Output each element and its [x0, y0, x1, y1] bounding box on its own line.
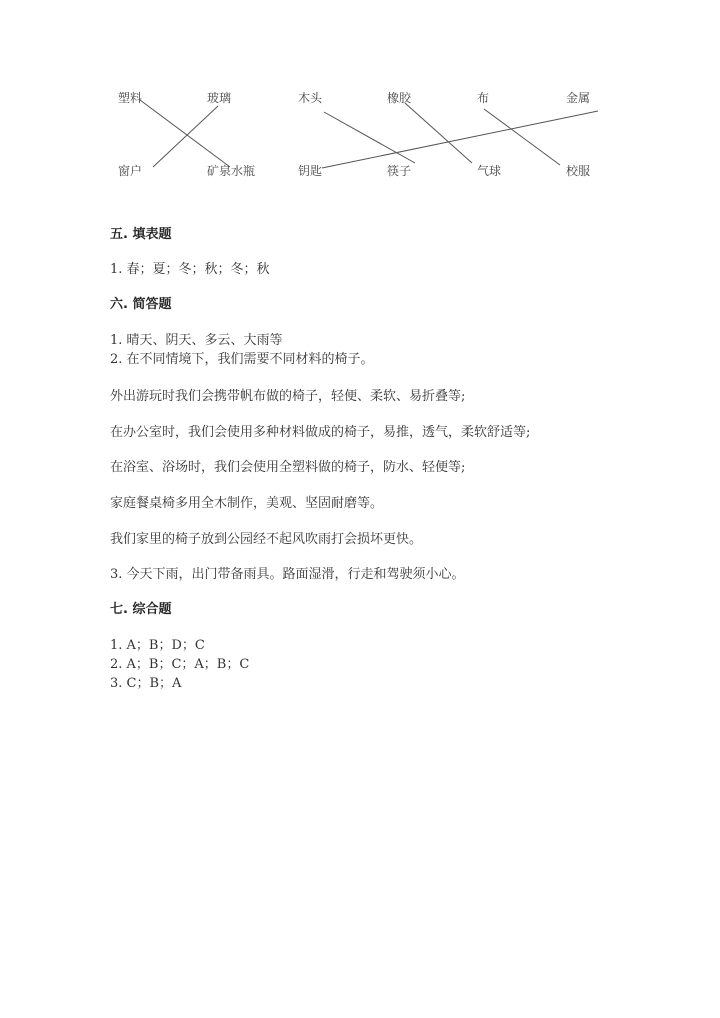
- section-6-heading: 六. 简答题: [110, 297, 172, 312]
- match-top-label: 木头: [298, 91, 323, 105]
- match-top-label: 金属: [566, 91, 591, 105]
- match-line: [324, 112, 415, 163]
- section-7-heading: 七. 综合题: [110, 602, 172, 617]
- answer-line: 在办公室时，我们会使用多种材料做成的椅子，易推，透气，柔软舒适等;: [110, 425, 531, 440]
- answer-line: 1. A；B；D；C: [110, 638, 205, 653]
- match-top-label: 玻璃: [207, 91, 232, 105]
- answer-line: 3. C；B；A: [110, 676, 182, 691]
- match-bottom-label: 窗户: [118, 164, 143, 178]
- answer-line: 在浴室、浴场时，我们会使用全塑料做的椅子，防水、轻便等;: [110, 460, 466, 475]
- answer-line: 外出游玩时我们会携带帆布做的椅子，轻便、柔软、易折叠等;: [110, 389, 466, 404]
- match-bottom-label: 筷子: [387, 164, 412, 178]
- match-bottom-label: 气球: [477, 164, 502, 178]
- match-bottom-label: 校服: [566, 164, 591, 178]
- answer-line: 2. A；B；C；A；B；C: [110, 657, 250, 672]
- answer-line: 家庭餐桌椅多用全木制作，美观、坚固耐磨等。: [110, 496, 384, 511]
- answer-line: 我们家里的椅子放到公园经不起风吹雨打会损坏更快。: [110, 532, 423, 547]
- answer-line: 1. 春；夏；冬；秋；冬；秋: [110, 262, 270, 277]
- match-top-label: 塑料: [118, 91, 143, 105]
- section-5-heading: 五. 填表题: [110, 227, 172, 242]
- match-line: [405, 103, 472, 163]
- match-bottom-label: 矿泉水瓶: [207, 164, 256, 178]
- match-top-label: 布: [477, 91, 490, 105]
- match-line: [484, 109, 560, 165]
- answer-line: 2. 在不同情境下，我们需要不同材料的椅子。: [110, 352, 374, 367]
- match-line: [322, 111, 598, 168]
- answer-line: 1. 晴天、阴天、多云、大雨等: [110, 333, 283, 348]
- match-bottom-label: 钥匙: [298, 164, 323, 178]
- matching-lines: [0, 0, 720, 200]
- answer-line: 3. 今天下雨，出门带备雨具。路面湿滑，行走和驾驶须小心。: [110, 567, 465, 582]
- match-line: [140, 100, 230, 167]
- match-line: [153, 106, 218, 167]
- match-top-label: 橡胶: [387, 91, 412, 105]
